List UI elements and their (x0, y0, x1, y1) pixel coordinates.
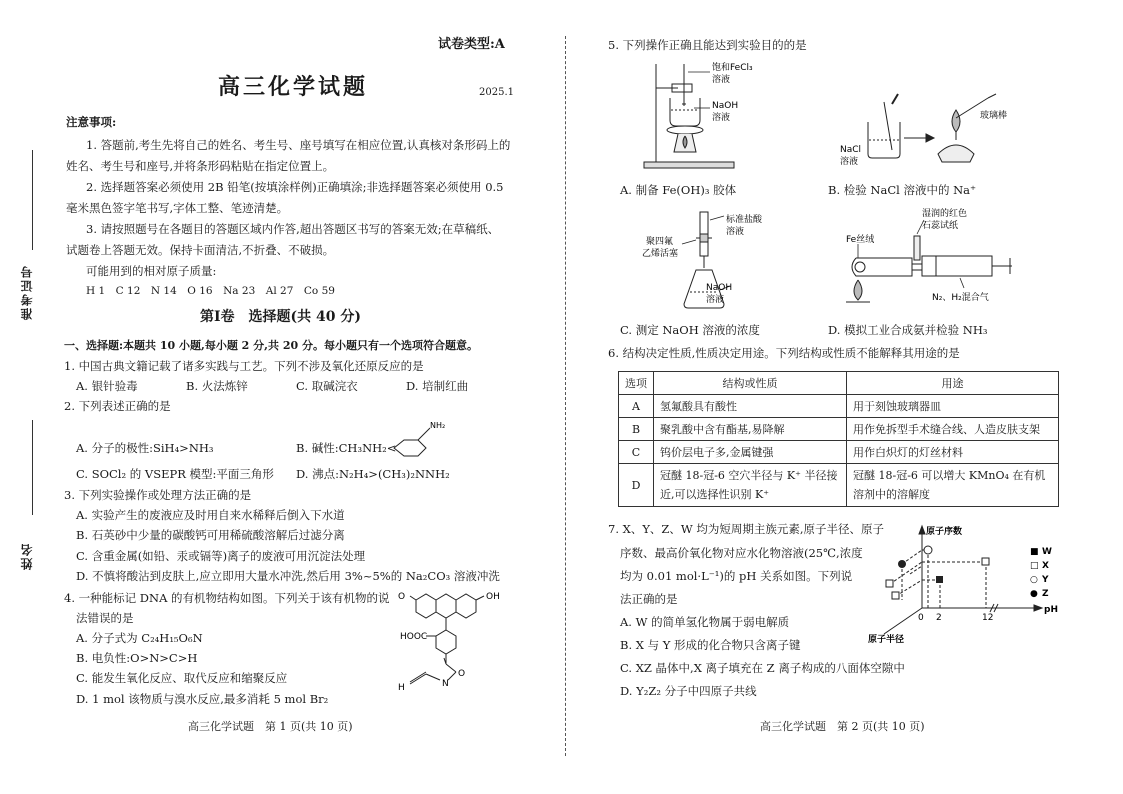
q3-option-a: A. 实验产生的废液应及时用自来水稀释后倒入下水道 (76, 508, 345, 522)
q4-option-a: A. 分子式为 C₂₄H₁₅O₆N (76, 631, 203, 645)
label-fecl3-1: 饱和FeCl₃ (712, 63, 753, 73)
q7-stem-2: 序数、最高价氧化物对应水化物溶液(25℃,浓度 (620, 546, 863, 560)
q7-stem-1: 7. X、Y、Z、W 均为短周期主族元素,原子半径、原子 (608, 522, 885, 536)
q5-apparatus-d (840, 200, 1020, 312)
footer-left: 高三化学试题 第 1 页(共 10 页) (188, 720, 353, 733)
table-cell: 氢氟酸具有酸性 (654, 395, 847, 418)
table-cell: C (619, 441, 654, 464)
table-row (619, 441, 1059, 464)
table-cell: D (619, 464, 654, 507)
q2-option-a: A. 分子的极性:SiH₄>NH₃ (76, 441, 214, 455)
table-cell: 钨价层电子多,金属键强 (654, 441, 847, 464)
table-cell: 聚乳酸中含有酯基,易降解 (654, 418, 847, 441)
label-o2: O (458, 669, 466, 679)
label-gas-mix: N₂、H₂混合气 (932, 293, 989, 303)
q6-stem: 6. 结构决定性质,性质决定用途。下列结构或性质不能解释其用途的是 (608, 346, 960, 360)
q6-table (618, 371, 1059, 507)
table-header: 选项 (619, 372, 654, 395)
point-x-left (886, 580, 893, 587)
legend-label: X (1042, 561, 1049, 571)
label-ptfe-2: 乙烯活塞 (642, 249, 679, 259)
label-o: O (398, 592, 406, 602)
table-row (619, 418, 1059, 441)
notice-line: 可能用到的相对原子质量: (86, 264, 217, 278)
legend-label: Y (1042, 575, 1049, 585)
legend-symbol: ● (1030, 589, 1038, 599)
q7-stem-4: 法正确的是 (620, 592, 678, 606)
q1-option-b: B. 火法炼锌 (186, 379, 248, 393)
q7-option-b: B. X 与 Y 形成的化合物只含离子键 (620, 638, 801, 652)
label-hcl-2: 溶液 (726, 227, 745, 237)
legend-symbol: ■ (1030, 547, 1039, 557)
axis-label-ph: pH (1044, 605, 1058, 615)
q5-option-a: A. 制备 Fe(OH)₃ 胶体 (620, 183, 737, 197)
table-cell: 用作免拆型手术缝合线、人造皮肤支架 (847, 418, 1059, 441)
point-z (898, 560, 906, 568)
q2-option-d: D. 沸点:N₂H₄>(CH₃)₂NNH₂ (296, 467, 450, 481)
label-h: H (398, 683, 405, 693)
table-header: 结构或性质 (654, 372, 847, 395)
q5-option-b: B. 检验 NaCl 溶液中的 Na⁺ (828, 183, 977, 197)
legend-symbol: □ (1030, 561, 1039, 571)
paper-type: 试卷类型:A (438, 37, 505, 52)
q2-stem: 2. 下列表述正确的是 (64, 399, 171, 413)
q1-option-d: D. 培制红曲 (406, 379, 469, 393)
q1-option-a: A. 银针验毒 (76, 379, 138, 393)
footer-right: 高三化学试题 第 2 页(共 10 页) (760, 720, 925, 733)
exam-id-label: 准考证号 (20, 264, 34, 320)
label-naoh-c1: NaOH (706, 283, 733, 293)
notice-heading: 注意事项: (66, 115, 117, 129)
exam-date: 2025.1 (479, 87, 514, 98)
point-x-bottom (892, 592, 899, 599)
page-divider (565, 36, 566, 756)
q7-element-chart (866, 522, 1062, 644)
table-cell: 冠醚 18-冠-6 可以增大 KMnO₄ 在有机溶剂中的溶解度 (847, 464, 1059, 507)
notice-line: 毫米黑色签字笔书写,字体工整、笔迹清楚。 (66, 201, 289, 215)
q4-molecule-structure (396, 586, 526, 698)
notice-line: 3. 请按照题号在各题目的答题区域内作答,超出答题区书写的答案无效;在草稿纸、 (86, 222, 500, 236)
label-fecl3-2: 溶液 (712, 75, 731, 85)
label-fe-wire: Fe丝绒 (846, 235, 875, 245)
label-naoh-a1: NaOH (712, 101, 739, 111)
q5-option-c: C. 测定 NaOH 溶液的浓度 (620, 323, 760, 337)
label-oh: OH (486, 592, 500, 602)
q5-apparatus-a (638, 58, 768, 176)
aniline-structure (378, 416, 458, 460)
nh2-label: NH₂ (430, 421, 446, 430)
table-header-row (619, 372, 1059, 395)
q4-stem-cont: 法错误的是 (76, 611, 134, 625)
table-cell: 用作白炽灯的灯丝材料 (847, 441, 1059, 464)
q7-stem-3: 均为 0.01 mol·L⁻¹)的 pH 关系如图。下列说 (620, 569, 853, 583)
q3-option-d: D. 不慎将酸沾到皮肤上,应立即用大量水冲洗,然后用 3%~5%的 Na₂CO₃ 溶液冲洗 (76, 569, 500, 583)
section-instruction: 一、选择题:本题共 10 小题,每小题 2 分,共 20 分。每小题只有一个选项符合题意。 (64, 339, 478, 352)
name-rule (32, 420, 33, 515)
notice-line: 1. 答题前,考生先将自己的姓名、考生号、座号填写在相应位置,认真核对条形码上的 (86, 138, 511, 152)
point-w (936, 576, 943, 583)
table-cell: B (619, 418, 654, 441)
tick-label: 12 (982, 613, 994, 623)
atomic-masses: H 1 C 12 N 14 O 16 Na 23 Al 27 Co 59 (86, 285, 335, 297)
section-title: 第Ⅰ卷 选择题(共 40 分) (200, 309, 362, 325)
q1-stem: 1. 中国古典文籍记载了诸多实践与工艺。下列不涉及氧化还原反应的是 (64, 359, 424, 373)
q7-option-c: C. XZ 晶体中,X 离子填充在 Z 离子构成的八面体空隙中 (620, 661, 905, 675)
label-hcl-1: 标准盐酸 (726, 215, 763, 225)
q4-option-c: C. 能发生氧化反应、取代反应和缩聚反应 (76, 671, 288, 685)
label-naoh-c2: 溶液 (706, 295, 725, 305)
label-nacl-2: 溶液 (840, 157, 859, 167)
q5-apparatus-c (640, 210, 770, 318)
q3-option-b: B. 石英砂中少量的碳酸钙可用稀硫酸溶解后过滤分离 (76, 528, 345, 542)
exam-id-rule (32, 150, 33, 250)
q4-option-d: D. 1 mol 该物质与溴水反应,最多消耗 5 mol Br₂ (76, 692, 329, 706)
label-litmus-1: 湿润的红色 (922, 209, 968, 219)
label-n: N (442, 679, 449, 689)
notice-line: 试题卷上答题无效。保持卡面清洁,不折叠、不破损。 (66, 243, 335, 257)
table-cell: A (619, 395, 654, 418)
q5-apparatus-b (838, 92, 1018, 176)
legend-label: W (1042, 547, 1052, 557)
label-nacl-1: NaCl (840, 145, 862, 155)
tick-label: 0 (918, 613, 924, 623)
q5-stem: 5. 下列操作正确且能达到实验目的的是 (608, 38, 807, 52)
q2-option-b: B. 碱性:CH₃NH₂< (296, 441, 397, 455)
notice-line: 姓名、考生号和座号,并将条形码粘贴在指定位置上。 (66, 159, 335, 173)
q7-option-a: A. W 的简单氢化物属于弱电解质 (620, 615, 790, 629)
label-hooc: HOOC (400, 632, 428, 642)
q5-option-d: D. 模拟工业合成氨并检验 NH₃ (828, 323, 988, 337)
axis-label-radius: 原子半径 (868, 635, 905, 644)
q1-option-c: C. 取碱浣衣 (296, 379, 358, 393)
q7-option-d: D. Y₂Z₂ 分子中四原子共线 (620, 684, 757, 698)
label-ptfe-1: 聚四氟 (646, 237, 674, 247)
point-x (982, 558, 989, 565)
page-title: 高三化学试题 (218, 74, 369, 100)
tick-label: 2 (936, 613, 942, 623)
q4-option-b: B. 电负性:O>N>C>H (76, 651, 198, 665)
axis-label-atomic-number: 原子序数 (926, 527, 963, 537)
table-cell: 用于刻蚀玻璃器皿 (847, 395, 1059, 418)
table-row (619, 395, 1059, 418)
table-header: 用途 (847, 372, 1059, 395)
q4-stem: 4. 一种能标记 DNA 的有机物结构如图。下列关于该有机物的说 (64, 591, 390, 605)
legend-symbol: ○ (1030, 575, 1038, 585)
label-naoh-a2: 溶液 (712, 113, 731, 123)
label-litmus-2: 石蕊试纸 (922, 221, 959, 231)
name-label: 姓名 (20, 542, 34, 570)
q3-option-c: C. 含重金属(如铅、汞或镉等)离子的废液可用沉淀法处理 (76, 549, 366, 563)
table-row (619, 464, 1059, 507)
table-cell: 冠醚 18-冠-6 空穴半径与 K⁺ 半径接近,可以选择性识别 K⁺ (654, 464, 847, 507)
notice-line: 2. 选择题答案必须使用 2B 铅笔(按填涂样例)正确填涂;非选择题答案必须使用 0.5 (86, 180, 504, 194)
point-y (924, 546, 932, 554)
label-glass-rod: 玻璃棒 (980, 111, 1008, 121)
q3-stem: 3. 下列实验操作或处理方法正确的是 (64, 488, 252, 502)
legend-label: Z (1042, 589, 1049, 599)
q2-option-c: C. SOCl₂ 的 VSEPR 模型:平面三角形 (76, 467, 274, 481)
